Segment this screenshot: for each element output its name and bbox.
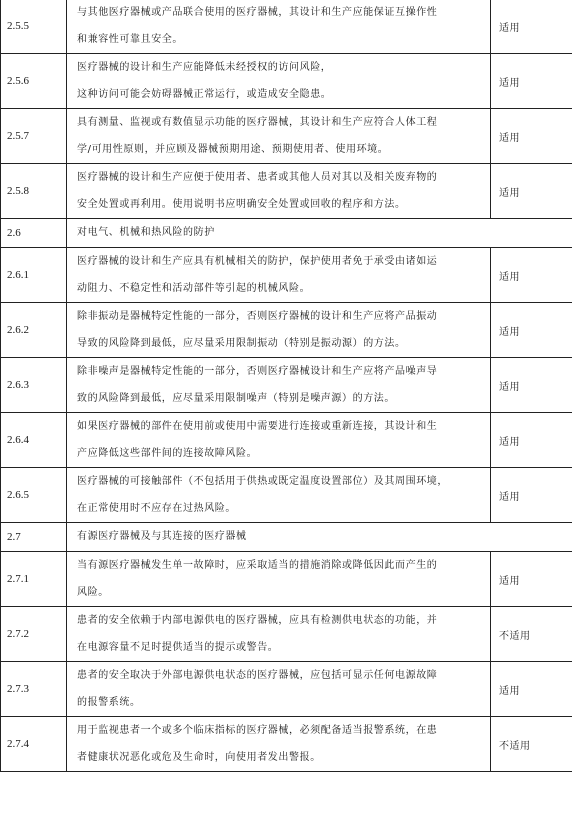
requirement-line: 安全处置或再利用。使用说明书应明确安全处置或回收的程序和方法。 — [77, 199, 406, 210]
clause-number: 2.6.4 — [1, 413, 67, 468]
table-row — [1, 717, 572, 772]
clause-number: 2.7.4 — [1, 717, 67, 772]
applicability-cell: 适用 — [491, 303, 572, 358]
section-title: 对电气、机械和热风险的防护 — [67, 219, 572, 248]
table-row — [1, 0, 572, 54]
requirement-text — [67, 413, 491, 468]
applicability-cell: 适用 — [491, 54, 572, 109]
clause-number: 2.5.8 — [1, 164, 67, 219]
clause-number: 2.5.6 — [1, 54, 67, 109]
applicability-cell: 适用 — [491, 0, 572, 54]
table-row — [1, 552, 572, 607]
requirement-line: 当有源医疗器械发生单一故障时，应采取适当的措施消除或降低因此而产生的 — [77, 560, 438, 571]
table-row — [1, 109, 572, 164]
applicability-cell: 不适用 — [491, 717, 572, 772]
requirement-text — [67, 662, 491, 717]
requirement-line: 医疗器械的设计和生产应能降低未经授权的访问风险， — [77, 62, 332, 73]
clause-number: 2.7.2 — [1, 607, 67, 662]
section-header-row — [1, 523, 572, 552]
applicability-cell: 不适用 — [491, 607, 572, 662]
requirement-line: 导致的风险降到最低，应尽量采用限制振动（特别是振动源）的方法。 — [77, 338, 406, 349]
section-number: 2.6 — [1, 219, 67, 248]
requirement-text — [67, 468, 491, 523]
requirement-line: 医疗器械的设计和生产应具有机械相关的防护，保护使用者免于承受由诸如运 — [77, 256, 438, 267]
table-row — [1, 358, 572, 413]
requirement-line: 产应降低这些部件间的连接故障风险。 — [77, 448, 258, 459]
requirement-line: 除非振动是器械特定性能的一部分，否则医疗器械的设计和生产应将产品振动 — [77, 311, 438, 322]
requirement-line: 用于监视患者一个或多个临床指标的医疗器械，必须配备适当报警系统，在患 — [77, 725, 438, 736]
applicability-cell: 适用 — [491, 413, 572, 468]
requirement-line: 者健康状况恶化或危及生命时，向使用者发出警报。 — [77, 752, 321, 763]
table-row — [1, 413, 572, 468]
table-row — [1, 607, 572, 662]
clause-number: 2.6.3 — [1, 358, 67, 413]
requirement-line: 的报警系统。 — [77, 697, 141, 708]
table-row — [1, 303, 572, 358]
requirement-text — [67, 54, 491, 109]
requirement-line: 患者的安全依赖于内部电源供电的医疗器械，应具有检测供电状态的功能，并 — [77, 615, 438, 626]
clause-number: 2.7.1 — [1, 552, 67, 607]
requirement-line: 学/可用性原则，并应顾及器械预期用途、预期使用者、使用环境。 — [77, 144, 389, 155]
requirement-text — [67, 164, 491, 219]
requirement-line: 医疗器械的可接触部件（不包括用于供热或既定温度设置部位）及其周围环境， — [77, 476, 448, 487]
table-row — [1, 468, 572, 523]
requirement-line: 在电源容量不足时提供适当的提示或警告。 — [77, 642, 279, 653]
section-number: 2.7 — [1, 523, 67, 552]
section-title: 有源医疗器械及与其连接的医疗器械 — [67, 523, 572, 552]
requirement-line: 具有测量、监视或有数值显示功能的医疗器械，其设计和生产应符合人体工程 — [77, 117, 438, 128]
applicability-cell: 适用 — [491, 662, 572, 717]
requirement-line: 和兼容性可靠且安全。 — [77, 34, 183, 45]
requirement-line: 在正常使用时不应存在过热风险。 — [77, 503, 236, 514]
table-row — [1, 54, 572, 109]
requirement-text — [67, 0, 491, 54]
table-row — [1, 164, 572, 219]
clause-number: 2.5.7 — [1, 109, 67, 164]
requirement-line: 与其他医疗器械或产品联合使用的医疗器械，其设计和生产应能保证互操作性 — [77, 7, 438, 18]
applicability-cell: 适用 — [491, 358, 572, 413]
clause-number: 2.6.2 — [1, 303, 67, 358]
requirement-text — [67, 358, 491, 413]
clause-number: 2.6.5 — [1, 468, 67, 523]
clause-number: 2.6.1 — [1, 248, 67, 303]
requirement-text — [67, 552, 491, 607]
requirement-text — [67, 717, 491, 772]
clause-number: 2.7.3 — [1, 662, 67, 717]
requirement-line: 动阻力、不稳定性和活动部件等引起的机械风险。 — [77, 283, 311, 294]
applicability-cell: 适用 — [491, 109, 572, 164]
table-row — [1, 662, 572, 717]
requirement-line: 患者的安全取决于外部电源供电状态的医疗器械，应包括可显示任何电源故障 — [77, 670, 438, 681]
requirement-line: 风险。 — [77, 587, 109, 598]
requirement-text — [67, 607, 491, 662]
requirement-line: 致的风险降到最低，应尽量采用限制噪声（特别是噪声源）的方法。 — [77, 393, 395, 404]
clause-number: 2.5.5 — [1, 0, 67, 54]
table-row — [1, 248, 572, 303]
applicability-cell: 适用 — [491, 164, 572, 219]
requirement-text — [67, 303, 491, 358]
applicability-cell: 适用 — [491, 468, 572, 523]
requirement-text — [67, 248, 491, 303]
requirement-line: 如果医疗器械的部件在使用前或使用中需要进行连接或重新连接，其设计和生 — [77, 421, 438, 432]
requirement-line: 这种访问可能会妨碍器械正常运行，或造成安全隐患。 — [77, 89, 332, 100]
section-header-row — [1, 219, 572, 248]
applicability-cell: 适用 — [491, 248, 572, 303]
requirement-line: 除非噪声是器械特定性能的一部分，否则医疗器械设计和生产应将产品噪声导 — [77, 366, 438, 377]
requirement-text — [67, 109, 491, 164]
requirement-line: 医疗器械的设计和生产应便于使用者、患者或其他人员对其以及相关废弃物的 — [77, 172, 438, 183]
applicability-cell: 适用 — [491, 552, 572, 607]
